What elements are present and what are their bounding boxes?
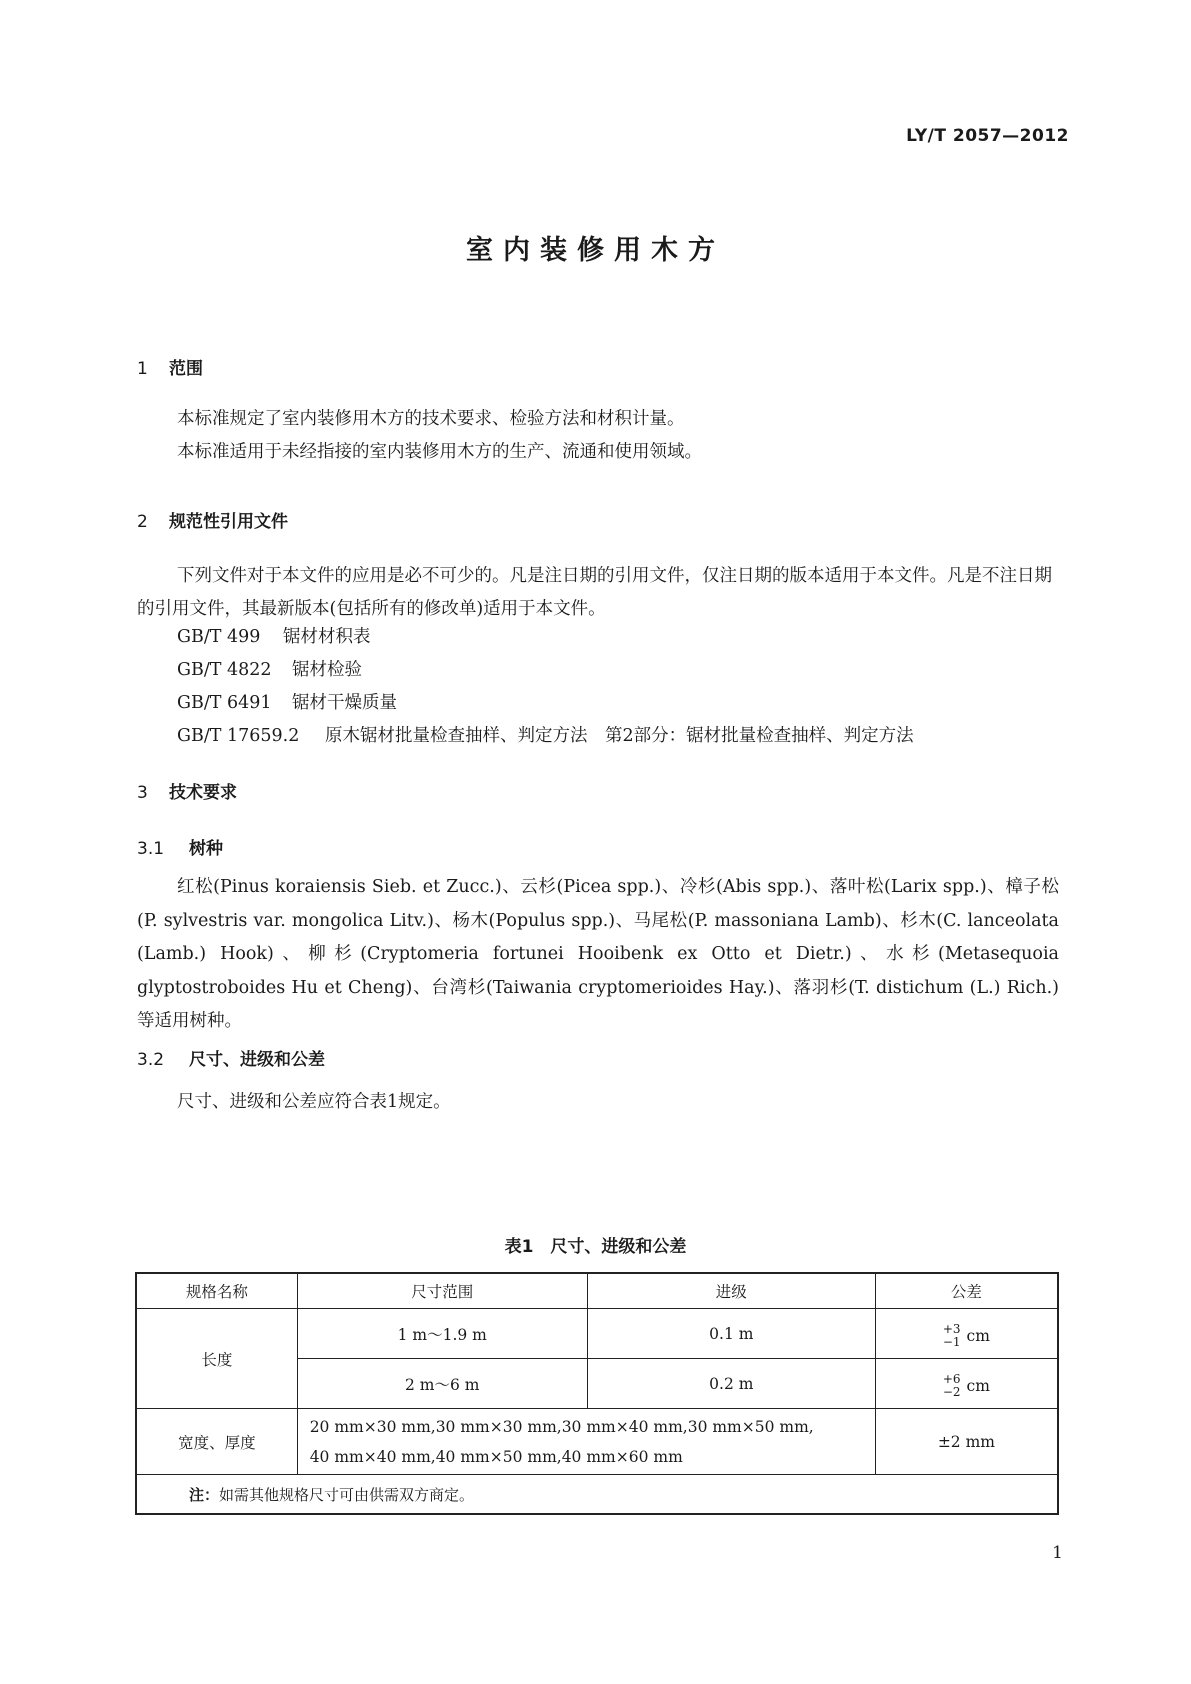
tolerance-unit: cm (966, 1326, 990, 1345)
section-3-1-heading (137, 834, 223, 859)
section-1-heading (137, 354, 203, 379)
table-row (136, 1309, 1058, 1359)
section-number: 2 (137, 512, 148, 532)
table-header-row (136, 1273, 1058, 1309)
section-title: 技术要求 (169, 783, 237, 803)
step-cell: 0.2 m (587, 1359, 875, 1409)
tolerance-cell (875, 1359, 1058, 1409)
section-3-heading (137, 778, 237, 803)
paragraph: 本标准适用于未经指接的室内装修用木方的生产、流通和使用领域。 (177, 442, 702, 462)
paragraph: 红松(Pinus koraiensis Sieb. et Zucc.)、云杉(Picea spp.)、冷杉(Abis spp.)、落叶松(Larix spp.)、樟子松(P. sylvestris var. mongolica Litv.)、杨木(Populus spp.)、马尾松(P. massoniana Lamb)、杉木(C. lanceolata (Lamb.) Hook)、柳杉(Cryptomeria fortunei Hooibenk ex Otto et Dietr.)、水杉(Metasequoia glyptostroboides Hu et Cheng)、台湾杉(Taiwania cryptomerioides Hay.)、落羽杉(T. distichum (L.) Rich.)等适用树种。 (137, 877, 1059, 1031)
reference-code: GB/T 17659.2 (177, 726, 300, 746)
reference-code: GB/T 6491 (177, 693, 272, 713)
tolerance-minus: −1 (942, 1334, 961, 1349)
tolerance-cell: ±2 mm (875, 1409, 1058, 1475)
reference-title: 锯材干燥质量 (292, 693, 397, 713)
column-header: 尺寸范围 (297, 1273, 587, 1309)
reference-item (177, 720, 914, 753)
reference-item (177, 621, 914, 654)
note-label: 注： (189, 1485, 220, 1504)
range-cell (297, 1409, 875, 1475)
tree-species-paragraph (137, 871, 1059, 1039)
step-cell: 0.1 m (587, 1309, 875, 1359)
section-number: 3 (137, 783, 148, 803)
section-title: 尺寸、进级和公差 (189, 1050, 325, 1070)
section-1-body (137, 403, 1059, 469)
table-note (136, 1475, 1058, 1515)
tolerance-unit: cm (966, 1376, 990, 1395)
note-text: 如需其他规格尺寸可由供需双方商定。 (219, 1485, 475, 1504)
section-title: 树种 (189, 839, 223, 859)
tolerance-cell (875, 1309, 1058, 1359)
reference-item (177, 654, 914, 687)
normative-references (177, 621, 914, 753)
section-3-2-heading (137, 1045, 325, 1070)
reference-code: GB/T 499 (177, 627, 261, 647)
column-header: 公差 (875, 1273, 1058, 1309)
spec-name-cell: 长度 (136, 1309, 297, 1409)
reference-title: 锯材检验 (292, 660, 362, 680)
paragraph: 尺寸、进级和公差应符合表1规定。 (177, 1092, 451, 1112)
standard-code: LY/T 2057—2012 (906, 126, 1069, 146)
section-number: 1 (137, 359, 148, 379)
section-number: 3.2 (137, 1050, 165, 1070)
column-header: 规格名称 (136, 1273, 297, 1309)
paragraph: 本标准规定了室内装修用木方的技术要求、检验方法和材积计量。 (177, 409, 685, 429)
tolerance-plus: +6 (942, 1371, 961, 1386)
document-title: 室内装修用木方 (466, 235, 725, 266)
column-header: 进级 (587, 1273, 875, 1309)
spec-name-cell: 宽度、厚度 (136, 1409, 297, 1475)
tolerance-minus: −2 (942, 1384, 961, 1399)
section-3-2-body (137, 1086, 1059, 1119)
section-title: 规范性引用文件 (169, 512, 288, 532)
range-cell: 1 m～1.9 m (297, 1309, 587, 1359)
tolerance-plus: +3 (942, 1321, 961, 1336)
range-cell: 2 m～6 m (297, 1359, 587, 1409)
section-number: 3.1 (137, 839, 165, 859)
reference-title: 锯材材积表 (283, 627, 371, 647)
reference-title: 原木锯材批量检查抽样、判定方法 第2部分：锯材批量检查抽样、判定方法 (325, 726, 914, 746)
range-line: 20 mm×30 mm,30 mm×30 mm,30 mm×40 mm,30 mm×50 mm, (309, 1417, 814, 1436)
paragraph: 下列文件对于本文件的应用是必不可少的。凡是注日期的引用文件，仅注日期的版本适用于本文件。凡是不注日期的引用文件，其最新版本(包括所有的修改单)适用于本文件。 (137, 566, 1052, 619)
reference-item (177, 687, 914, 720)
table-caption: 表1 尺寸、进级和公差 (504, 1237, 687, 1257)
section-title: 范围 (169, 359, 203, 379)
section-2-heading (137, 507, 288, 532)
size-tolerance-table (135, 1272, 1059, 1515)
table-row (136, 1409, 1058, 1475)
range-line: 40 mm×40 mm,40 mm×50 mm,40 mm×60 mm (309, 1447, 683, 1466)
reference-code: GB/T 4822 (177, 660, 272, 680)
section-2-intro (137, 560, 1059, 626)
table-note-row (136, 1475, 1058, 1515)
page-number: 1 (1052, 1543, 1063, 1563)
